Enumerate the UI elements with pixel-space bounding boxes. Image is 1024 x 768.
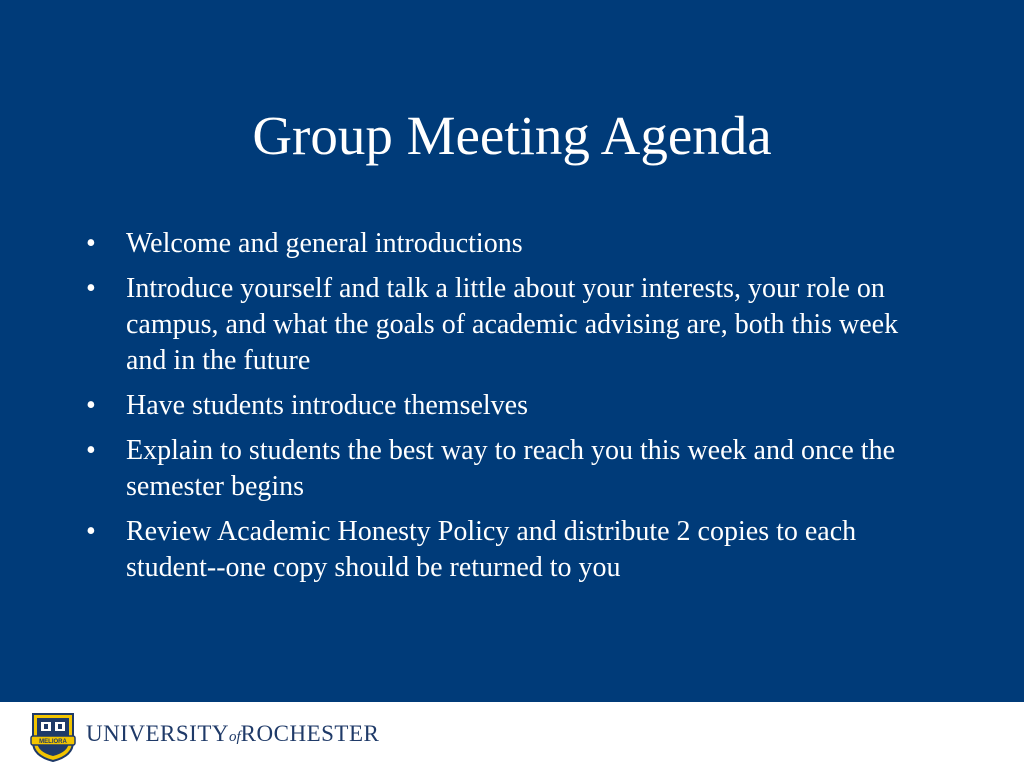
- bullet-icon: •: [86, 390, 96, 421]
- agenda-item: [86, 433, 926, 505]
- bullet-icon: •: [86, 435, 96, 466]
- footer-bar: [0, 702, 1024, 768]
- agenda-list: [86, 226, 926, 595]
- university-wordmark: [86, 718, 379, 750]
- agenda-item: [86, 226, 926, 262]
- seal-motto: MELIORA: [39, 739, 67, 745]
- bullet-icon: •: [86, 228, 96, 259]
- agenda-item: [86, 271, 926, 379]
- agenda-item-text: Have students introduce themselves: [126, 390, 529, 421]
- bullet-icon: •: [86, 516, 96, 547]
- agenda-item-text: Introduce yourself and talk a little about your interests, your role on campus, and what the goals of academic advising are, both this week and in the future: [126, 273, 899, 376]
- university-seal-icon: [30, 712, 76, 762]
- agenda-item: [86, 388, 926, 424]
- agenda-item-text: Welcome and general introductions: [126, 228, 523, 259]
- slide-title: Group Meeting Agenda: [252, 105, 772, 166]
- wordmark-rochester: ROCHESTER: [240, 721, 380, 746]
- wordmark-university: UNIVERSITY: [86, 721, 229, 746]
- bullet-icon: •: [86, 273, 96, 304]
- agenda-item: [86, 514, 926, 586]
- agenda-item-text: Review Academic Honesty Policy and distribute 2 copies to each student--one copy should be returned to you: [126, 516, 857, 583]
- wordmark-of: of: [229, 729, 241, 745]
- agenda-item-text: Explain to students the best way to reach you this week and once the semester begins: [126, 435, 896, 502]
